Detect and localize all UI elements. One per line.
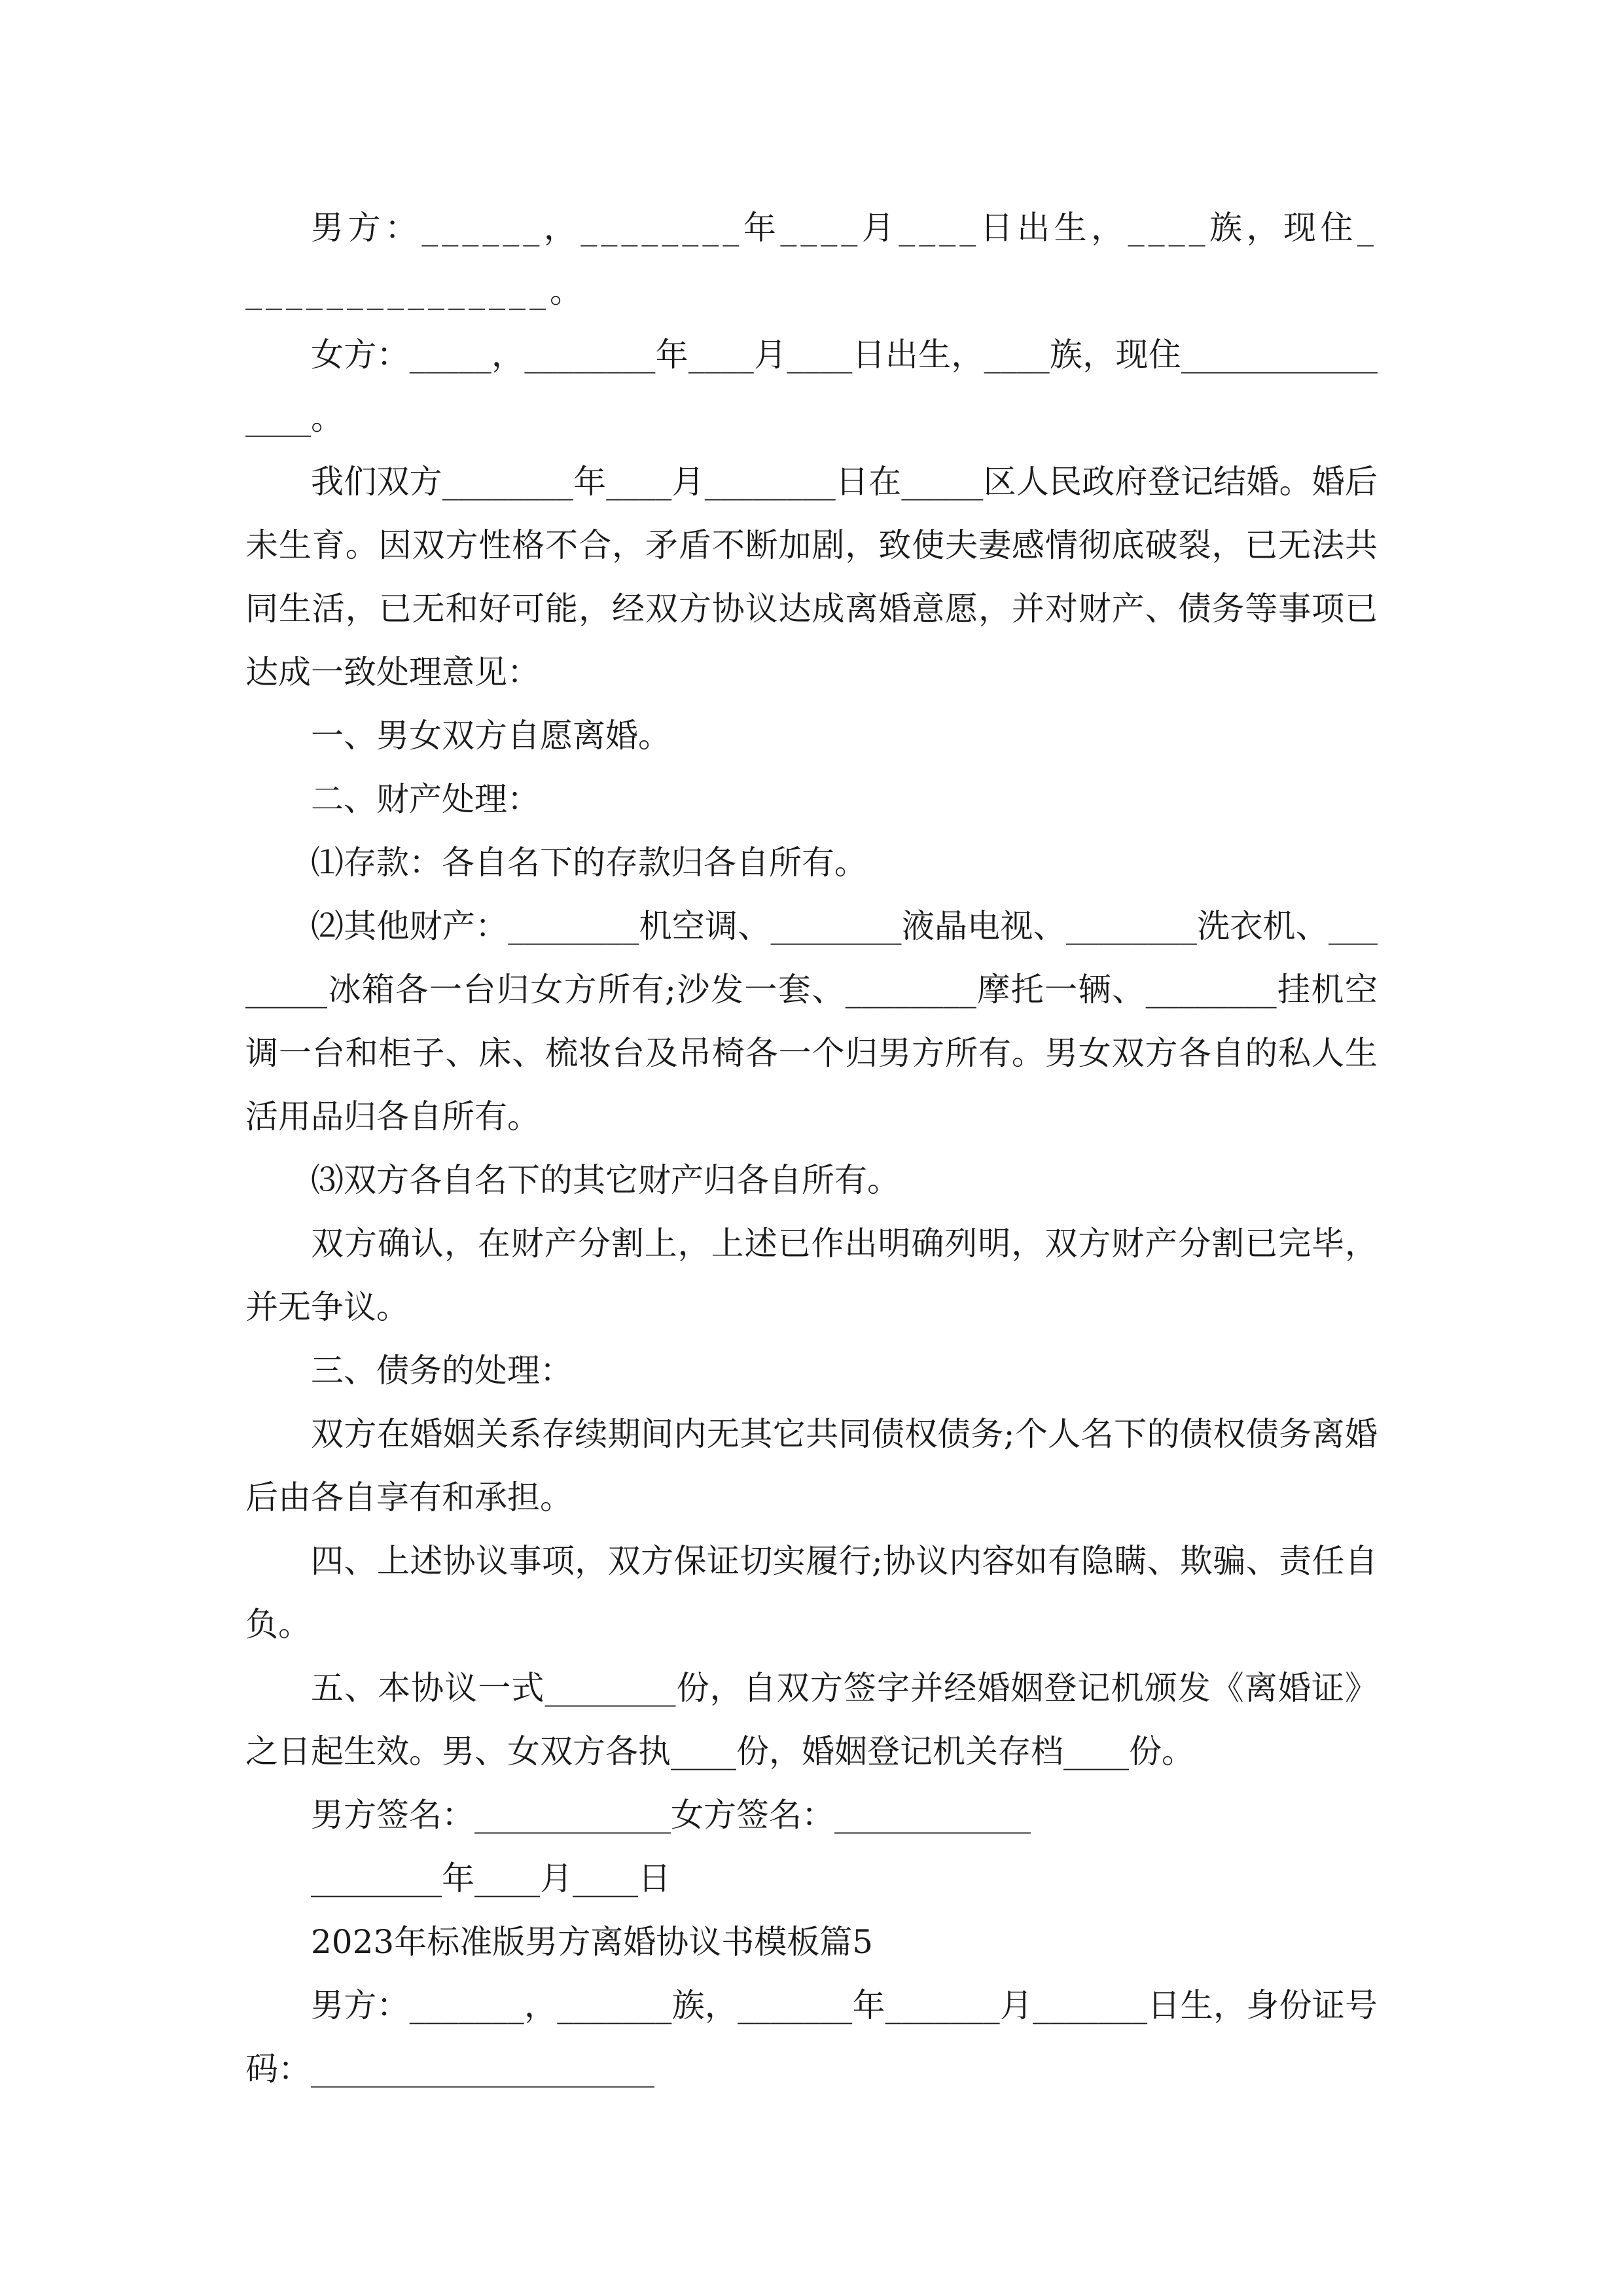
section-title: 2023年标准版男方离婚协议书模板篇5 <box>311 1923 874 1961</box>
clause-2-item-1: ⑴存款：各自名下的存款归各自所有。 <box>311 844 867 882</box>
clause-4: 四、上述协议事项，双方保证切实履行;协议内容如有隐瞒、欺骗、责任自负。 <box>245 1542 1378 1643</box>
date-line: ________年____月____日 <box>311 1859 671 1897</box>
clause-2-item-2: ⑵其他财产：________机空调、________液晶电视、________洗衣机、________冰箱各一台归女方所有;沙发一套、________摩托一辆、________挂机空调一台和柜子、床、梳妆台及吊椅各一个归男方所有。男女双方各自的私人生活用品归各自所有。 <box>245 907 1378 1136</box>
clause-3-heading: 三、债务的处理： <box>311 1352 573 1390</box>
female-party-info: 女方：_____，________年____月____日出生，____族，现住________________。 <box>245 336 1378 437</box>
signature-line: 男方签名：____________女方签名：____________ <box>311 1796 1031 1834</box>
clause-1: 一、男女双方自愿离婚。 <box>311 717 671 755</box>
clause-2-item-3: ⑶双方各自名下的其它财产归各自所有。 <box>311 1161 900 1199</box>
marriage-statement: 我们双方________年____月________日在_____区人民政府登记结婚。婚后未生育。因双方性格不合，矛盾不断加剧，致使夫妻感情彻底破裂，已无法共同生活，已无和好可能，经双方协议达成离婚意愿，并对财产、债务等事项已达成一致处理意见： <box>245 463 1378 691</box>
male-party-info: 男方：______，________年____月____日出生，____族，现住________________。 <box>245 209 1378 310</box>
clause-2-heading: 二、财产处理： <box>311 780 540 818</box>
document-page <box>245 196 1378 2101</box>
property-confirmation: 双方确认，在财产分割上，上述已作出明确列明，双方财产分割已完毕，并无争议。 <box>245 1225 1378 1326</box>
clause-5: 五、本协议一式________份，自双方签字并经婚姻登记机颁发《离婚证》之日起生效。男、女双方各执____份，婚姻登记机关存档____份。 <box>245 1669 1378 1770</box>
male-party-info-2: 男方：_______，_______族，_______年_______月_______日生，身份证号码：_____________________ <box>245 1986 1378 2088</box>
debt-statement: 双方在婚姻关系存续期间内无其它共同债权债务;个人名下的债权债务离婚后由各自享有和承担。 <box>245 1415 1378 1516</box>
